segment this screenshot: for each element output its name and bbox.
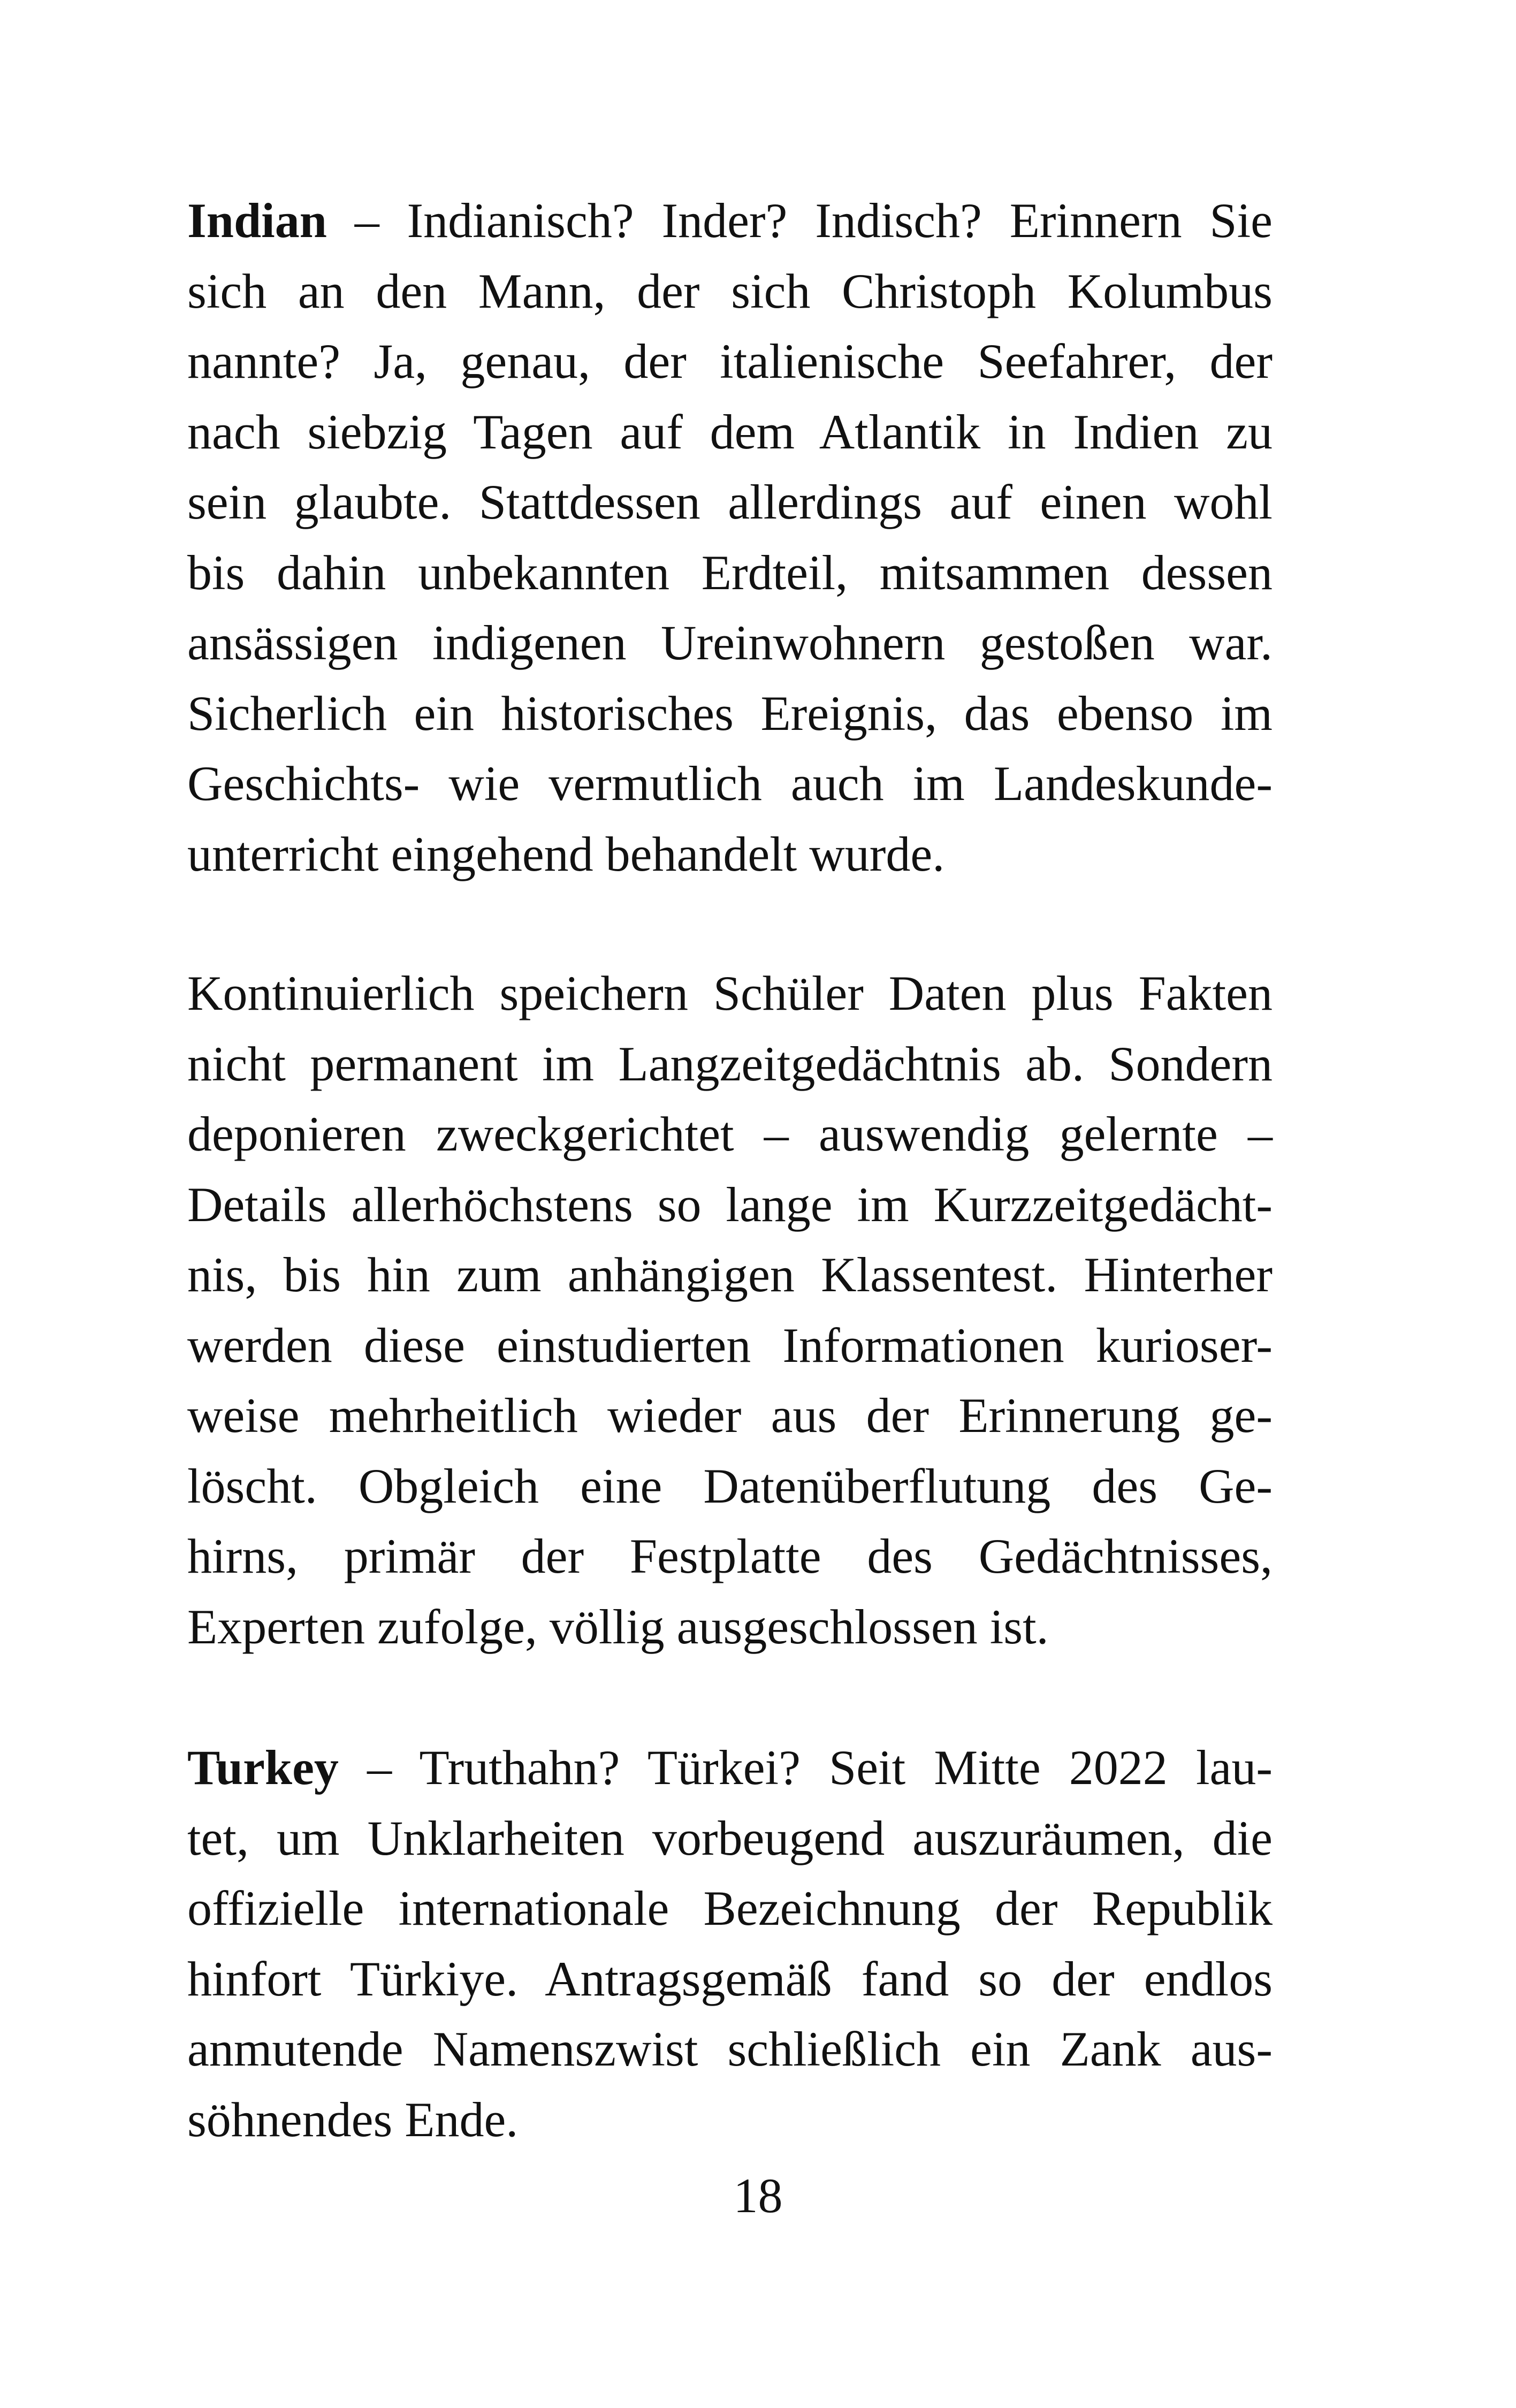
text-line: anmutende Namenszwist schließlich ein Zank aus- [187,2022,1273,2076]
text-line: Details allerhöchstens so lange im Kurzzeitgedächt- [187,1177,1273,1232]
text-line: Sicherlich ein historisches Ereignis, das ebenso im [187,685,1273,741]
paragraph-memory [187,958,1273,1662]
paragraph-turkey [187,1733,1273,2155]
paragraph-indian [187,186,1273,889]
text-line: hirns, primär der Festplatte des Gedächtnisses, [187,1529,1273,1583]
text-line: hinfort Türkiye. Antragsgemäß fand so der endlos [187,1951,1273,2006]
text-line [187,1733,1273,1803]
text-line: weise mehrheitlich wieder aus der Erinnerung ge- [187,1388,1273,1443]
page-number: 18 [733,2168,783,2223]
term-indian: Indian [187,193,327,248]
text-line: Kontinuierlich speichern Schüler Daten plus Fakten [187,966,1273,1020]
text-line: löscht. Obgleich eine Datenüberflutung des Ge- [187,1458,1273,1513]
text-line: offizielle internationale Bezeichnung der Republik [187,1881,1273,1935]
text-line: nannte? Ja, genau, der italienische Seefahrer, der [187,334,1273,388]
text-line: deponieren zweckgerichtet – auswendig gelernte – [187,1107,1273,1161]
text-line: söhnendes Ende. [187,2092,519,2147]
text-line: sein glaubte. Stattdessen allerdings auf einen wohl [187,475,1273,529]
text-line [187,186,1273,256]
text-line: unterricht eingehend behandelt wurde. [187,826,945,881]
text-line: bis dahin unbekannten Erdteil, mitsammen dessen [187,545,1273,600]
term-turkey: Turkey [187,1740,339,1795]
text-line: ansässigen indigenen Ureinwohnern gestoßen war. [187,615,1273,670]
text-line-rest: – Truthahn? Türkei? Seit Mitte 2022 lau- [338,1740,1273,1795]
text-line: nicht permanent im Langzeitgedächtnis ab. Sondern [187,1036,1273,1091]
text-line: Geschichts- wie vermutlich auch im Landeskunde- [187,756,1273,811]
text-line: nach siebzig Tagen auf dem Atlantik in Indien zu [187,404,1273,459]
text-line: Experten zufolge, völlig ausgeschlossen ist. [187,1599,1049,1654]
text-line: tet, um Unklarheiten vorbeugend auszuräumen, die [187,1810,1273,1865]
text-line: nis, bis hin zum anhängigen Klassentest. Hinterher [187,1247,1273,1302]
text-line: werden diese einstudierten Informationen kurioser- [187,1317,1273,1373]
text-line: sich an den Mann, der sich Christoph Kolumbus [187,263,1273,318]
text-line-rest: – Indianisch? Inder? Indisch? Erinnern Sie [326,193,1273,248]
